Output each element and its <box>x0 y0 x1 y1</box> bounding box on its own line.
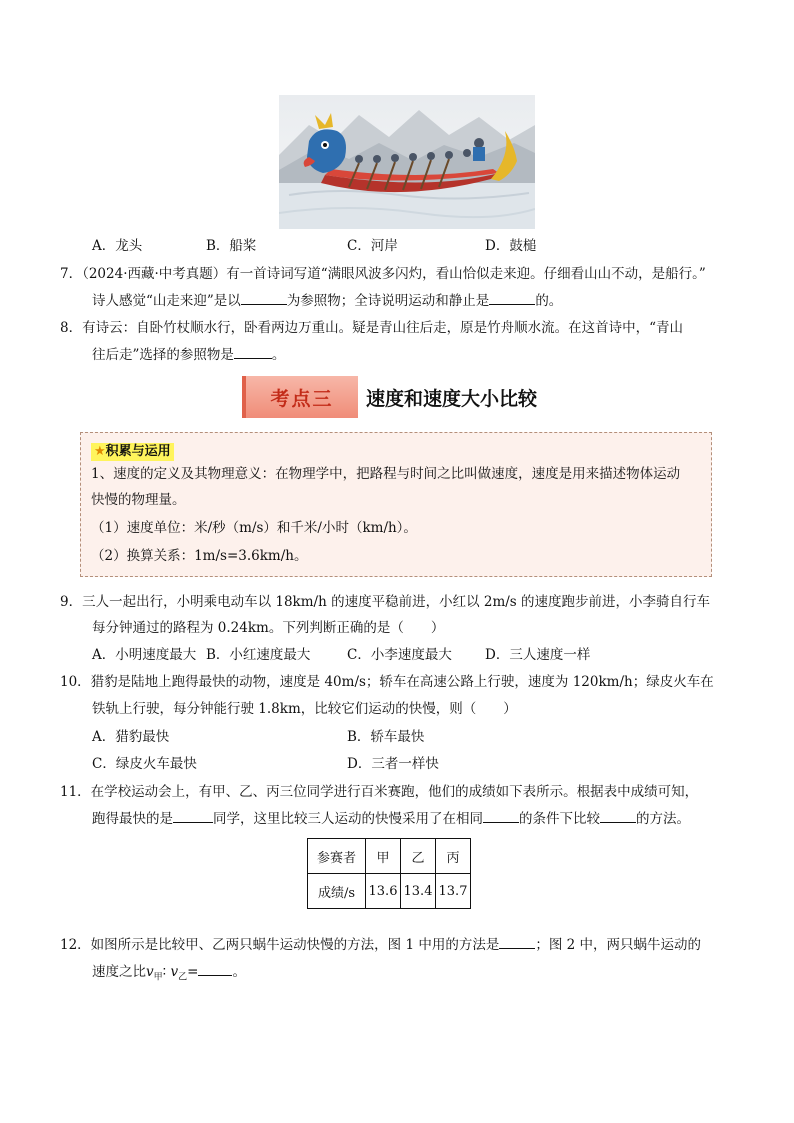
dragon-boat-illustration <box>279 95 535 229</box>
q10-line1: 10．猎豹是陆地上跑得最快的动物，速度是 40m/s；轿车在高速公路上行驶，速度为 120km/h；绿皮火车在 <box>60 674 714 690</box>
q11-text-d: 的方法。 <box>636 811 690 827</box>
table-cell: 成绩/s <box>308 874 366 909</box>
q9-option-b[interactable]: B．小红速度最大 <box>206 647 311 663</box>
q9-option-c[interactable]: C．小李速度最大 <box>347 647 452 663</box>
knowledge-line-3: （1）速度单位：米/秒（m/s）和千米/小时（km/h）。 <box>91 520 417 536</box>
table-cell: 13.6 <box>366 874 401 909</box>
q9-line2: 每分钟通过的路程为 0.24km。下列判断正确的是（ ） <box>92 620 445 636</box>
q12-text-a: 12．如图所示是比较甲、乙两只蜗牛运动快慢的方法，图 1 中用的方法是 <box>60 937 500 953</box>
q12-blank-1[interactable] <box>499 934 535 949</box>
star-icon: ★ <box>94 444 106 459</box>
table-cell: 13.4 <box>401 874 436 909</box>
equals-sign: = <box>187 964 199 980</box>
q7-blank-1[interactable] <box>241 290 287 305</box>
table-header-cell: 乙 <box>401 839 436 874</box>
q11-blank-1[interactable] <box>173 808 213 823</box>
q7-blank-2[interactable] <box>489 290 535 305</box>
q7-text-b: 为参照物；全诗说明运动和静止是 <box>286 293 490 309</box>
q10-option-d[interactable]: D．三者一样快 <box>347 756 439 772</box>
q11-blank-3[interactable] <box>600 808 636 823</box>
q9-option-a[interactable]: A．小明速度最大 <box>92 647 197 663</box>
q12-blank-2[interactable] <box>198 961 232 976</box>
q8-line1: 8．有诗云：自卧竹杖顺水行，卧看两边万重山。疑是青山往后走，原是竹舟顺水流。在这首诗中，“青山 <box>60 320 683 336</box>
q12-text-b: ；图 2 中，两只蜗牛运动的 <box>535 937 702 953</box>
q10-option-b[interactable]: B．轿车最快 <box>347 729 425 745</box>
q10-option-a[interactable]: A．猎豹最快 <box>92 729 170 745</box>
velocity-symbol: v <box>170 964 179 980</box>
q8-text-b: 。 <box>271 347 286 363</box>
table-header-cell: 甲 <box>366 839 401 874</box>
table-row <box>308 874 471 909</box>
q11-blank-2[interactable] <box>483 808 519 823</box>
q10-option-c[interactable]: C．绿皮火车最快 <box>92 756 197 772</box>
velocity-symbol: v <box>146 964 154 980</box>
q12-end: 。 <box>232 964 246 980</box>
q11-results-table <box>307 838 471 909</box>
q8-blank[interactable] <box>234 344 272 359</box>
q12-line2 <box>60 959 772 992</box>
q11-line2 <box>60 806 772 833</box>
knowledge-line-1: 1、速度的定义及其物理意义：在物理学中，把路程与时间之比叫做速度，速度是用来描述物体运动 <box>91 466 681 482</box>
q11-text-b: 同学，这里比较三人运动的快慢采用了在相同 <box>213 811 483 827</box>
table-header-cell: 丙 <box>436 839 471 874</box>
q10-line2: 铁轨上行驶，每分钟能行驶 1.8km，比较它们运动的快慢，则（ ） <box>92 701 517 717</box>
ratio-colon: ∶ <box>162 964 167 980</box>
q8-line2 <box>60 342 772 369</box>
q8-text-a: 往后走”选择的参照物是 <box>92 347 234 363</box>
section-title: 速度和速度大小比较 <box>366 387 538 410</box>
q6-option-d[interactable]: D．鼓槌 <box>485 238 537 254</box>
subscript-a: 甲 <box>153 972 163 983</box>
section-tag: 考点三 <box>242 376 358 418</box>
q11-text-a: 跑得最快的是 <box>92 811 173 827</box>
knowledge-box <box>80 432 712 577</box>
section-banner <box>242 376 562 418</box>
q11-text-c: 的条件下比较 <box>519 811 600 827</box>
q6-option-b[interactable]: B．船桨 <box>206 238 257 254</box>
knowledge-line-2: 快慢的物理量。 <box>91 492 186 508</box>
q9-option-d[interactable]: D．三人速度一样 <box>485 647 591 663</box>
q9-line1: 9．三人一起出行，小明乘电动车以 18km/h 的速度平稳前进，小红以 2m/s 的速度跑步前进，小李骑自行车 <box>60 594 711 610</box>
table-cell: 13.7 <box>436 874 471 909</box>
knowledge-label <box>91 443 174 461</box>
q6-option-a[interactable]: A．龙头 <box>92 238 143 254</box>
q7-line2 <box>60 288 772 315</box>
q7-text-c: 的。 <box>535 293 563 309</box>
subscript-b: 乙 <box>178 972 188 983</box>
q7-text-a: 诗人感觉“山走来迎”是以 <box>92 293 241 309</box>
q11-line1: 11．在学校运动会上，有甲、乙、丙三位同学进行百米赛跑，他们的成绩如下表所示。根据表中成绩可知， <box>60 784 699 800</box>
knowledge-label-text: 积累与运用 <box>105 444 171 459</box>
q12-line1 <box>60 932 740 959</box>
knowledge-line-4: （2）换算关系：1m/s=3.6km/h。 <box>91 548 308 564</box>
table-row <box>308 839 471 874</box>
q7-line1: 7．（2024·西藏·中考真题）有一首诗词写道“满眼风波多闪灼，看山恰似走来迎。仔细看山山不动，是船行。” <box>60 266 706 282</box>
q6-option-c[interactable]: C．河岸 <box>347 238 398 254</box>
q12-text-c: 速度之比 <box>92 964 146 980</box>
table-header-cell: 参赛者 <box>308 839 366 874</box>
